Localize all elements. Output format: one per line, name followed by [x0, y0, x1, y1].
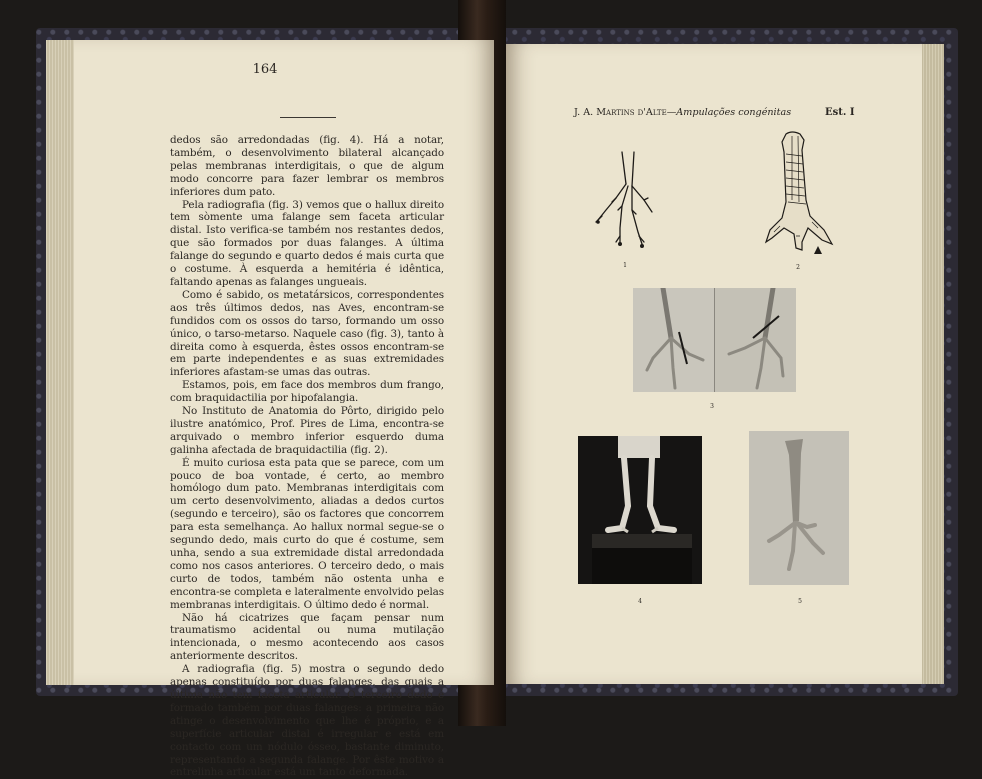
paragraph: dedos são arredondadas (fig. 4). Há a notar, também, o desenvolvimento bilateral alcançado pelas membranas interdigitais, o que de algum modo concorre para fazer lembrar os membros inferiores dum pato. — [170, 134, 444, 198]
paragraph: Como é sabido, os metatársicos, correspondentes aos três últimos dedos, nas Aves, encontram-se fundidos com os ossos do tarso, formando um osso único, o tarso-metarso. Naquele caso (fig. 3), tanto à direita como à esquerda, êstes ossos encontram-se em parte independentes e as suas extremidades inferiores afastam-se umas das outras. — [170, 288, 444, 379]
page-number-rule — [280, 117, 336, 118]
paragraph: No Instituto de Anatomia do Pôrto, dirigido pelo ilustre anatómico, Prof. Pires de Lima, encontra-se arquivado o membro inferior esquerdo duma galinha afectada de braquidactilia (fig. 2). — [170, 405, 444, 456]
running-head-title: Ampulações congénitas — [676, 107, 792, 118]
paragraph: É muito curiosa esta pata que se parece, com um pouco de boa vontade, é certo, ao membro homólogo dum pato. Membranas interdigitais com um certo desenvolvimento, aliadas a dedos curtos (segundo e terceiro), são os factores que concorrem para esta semelhança. Ao hallux normal segue-se o segundo dedo, mais curto do que é costume, sem unha, sendo a sua extremidade distal arredondada como nos casos anteriores. O terceiro dedo, o mais curto de todos, também não ostenta unha e encontra-se completa e lateralmente envolvido pelas membranas interdigitais. O último dedo é normal. — [170, 456, 444, 611]
figure-caption: 2 — [796, 264, 800, 271]
paragraph: Não há cicatrizes que façam pensar num traumatismo acidental ou numa mutilação intencionada, o mesmo acontecendo aos casos anteriormente descritos. — [170, 611, 444, 663]
figure-3-radiograph — [633, 288, 796, 392]
running-head-author: J. A. Martins d'Alte — [574, 107, 667, 118]
paragraph: A radiografia (fig. 5) mostra o segundo dedo apenas constituído por duas falanges, das quais a última não tem faceta articular. O terceiro dedo é formado também por duas falanges: a primeira não atinge o desenvolvimento que lhe é próprio, e a superfície articular distal é irregular e está em contacto com um nódulo ósseo, bastante diminuto, representando a segunda falange. Por êste motivo a entrelinha articular está um tanto deformada. — [170, 663, 444, 779]
plate-mark: Est. I — [825, 107, 855, 118]
figure-1-drawing — [592, 150, 664, 254]
paragraph: Estamos, pois, em face dos membros dum frango, com braquidactilia por hipofalangia. — [170, 379, 444, 405]
page-edges-right — [920, 44, 944, 684]
running-head — [574, 107, 854, 118]
photograph-image — [578, 436, 702, 584]
figure-5-radiograph — [749, 431, 849, 585]
figure-4-photograph — [578, 436, 702, 584]
running-head-dash: — — [666, 107, 677, 118]
figure-caption: 4 — [638, 598, 642, 605]
paragraph: Pela radiografia (fig. 3) vemos que o hallux direito tem sòmente uma falange sem faceta articular distal. Isto verifica-se também nos restantes dedos, que são formados por duas falanges. A última falange do segundo e quarto dedos é mais curta que o costume. À esquerda a hemitéria é idêntica, faltando apenas as falanges ungueais. — [170, 198, 444, 288]
radiograph-image — [633, 288, 796, 392]
page-number: 164 — [252, 62, 278, 77]
figure-2-drawing — [762, 130, 834, 260]
figure-caption: 3 — [710, 403, 714, 410]
figure-caption: 5 — [798, 598, 802, 605]
page-edges-left — [46, 40, 76, 685]
body-text — [170, 134, 444, 779]
figure-caption: 1 — [623, 262, 627, 269]
radiograph-image — [749, 431, 849, 585]
